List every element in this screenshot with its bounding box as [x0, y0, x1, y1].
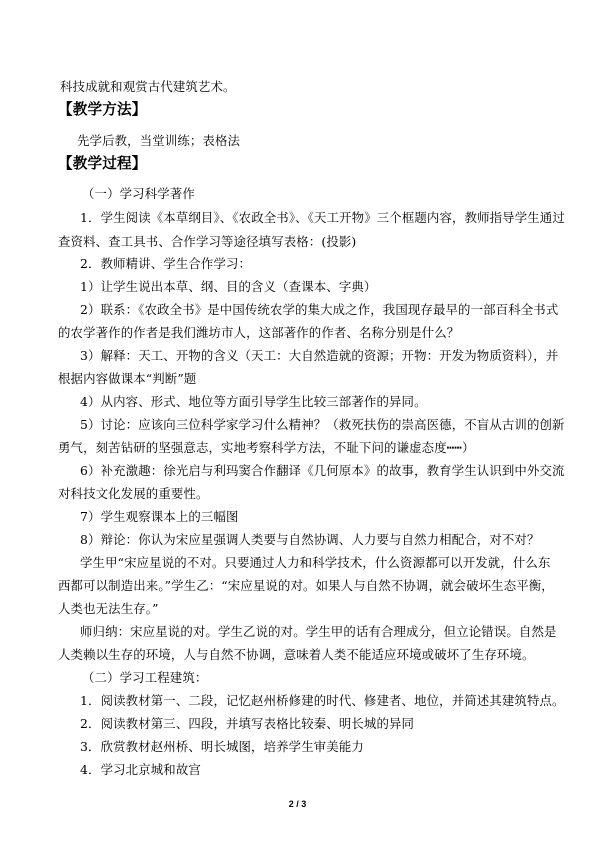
- text-line: 4）从内容、形式、地位等方面引导学生比较三部著作的异同。: [80, 394, 427, 409]
- text-line: 4．学习北京城和故宫: [80, 762, 201, 777]
- text-line: 8）辩论：你认为宋应星强调人类要与自然协调、人力要与自然力相配合，对不对？: [80, 532, 540, 547]
- page-number: 2 / 3: [288, 799, 307, 809]
- text-line: 对科技文化发展的重要性。: [58, 486, 209, 501]
- text-line: 5）讨论：应该向三位科学家学习什么精神？（救死扶伤的崇高医德，不盲从古训的创新: [80, 417, 565, 432]
- text-line: 3）解释：天工、开物的含义（天工：大自然造就的资源；开物：开发为物质资料），并: [80, 348, 559, 363]
- text-line: 6）补充激趣：徐光启与利玛窦合作翻译《几何原本》的故事，教育学生认识到中外交流: [80, 463, 565, 478]
- text-line: 1．学生阅读《本草纲目》、《农政全书》、《天工开物》三个框题内容，教师指导学生通过: [80, 210, 565, 225]
- section-heading-method: 【教学方法】: [58, 101, 147, 118]
- text-line: 1）让学生说出本草、纲、目的含义（查课本、字典）: [80, 279, 377, 294]
- text-line: 学生甲“宋应星说的不对。只要通过人力和科学技术，什么资源都可以开发就，什么东: [80, 555, 551, 570]
- text-line: 3．欣赏教材赵州桥、明长城图，培养学生审美能力: [80, 739, 364, 754]
- text-line: 2）联系：《农政全书》是中国传统农学的集大成之作，我国现存最早的一部百科全书式: [80, 302, 559, 317]
- text-line: 先学后教，当堂训练；表格法: [77, 133, 241, 148]
- text-line: （一）学习科学著作: [82, 186, 195, 201]
- text-line: 2．教师精讲、学生合作学习：: [80, 256, 252, 271]
- text-line: 2．阅读教材第三、四段，并填写表格比较秦、明长城的异同: [80, 716, 415, 731]
- text-line: 7）学生观察课本上的三幅图: [80, 509, 239, 524]
- text-line: 查资料、查工具书、合作学习等途径填写表格：(投影): [58, 234, 357, 249]
- text-line: 科技成就和观赏古代建筑艺术。: [60, 79, 236, 94]
- text-line: 根据内容做课本“判断”题: [58, 371, 197, 386]
- text-line: 人类赖以生存的环境，人与自然不协调，意味着人类不能适应环境或破坏了生存环境。: [58, 647, 535, 662]
- text-line: 1．阅读教材第一、二段，记忆赵州桥修建的时代、修建者、地位，并简述其建筑特点。: [80, 693, 565, 708]
- text-line: 师归纳：宋应星说的对。学生乙说的对。学生甲的话有合理成分，但立论错误。自然是: [80, 624, 557, 639]
- text-line: 的农学著作的作者是我们潍坊市人，这部著作的作者、名称分别是什么？: [58, 325, 460, 340]
- text-line: 人类也无法生存。”: [58, 601, 159, 616]
- text-line: 勇气，刻苦钻研的坚强意志，实地考察科学方法，不耻下问的谦虚态度┅┅）: [58, 440, 475, 455]
- text-line: 西都可以制造出来。”学生乙：“宋应星说的对。如果人与自然不协调，就会破坏生态平衡，: [58, 578, 554, 593]
- section-heading-process: 【教学过程】: [58, 155, 147, 172]
- text-line: （二）学习工程建筑：: [82, 670, 208, 685]
